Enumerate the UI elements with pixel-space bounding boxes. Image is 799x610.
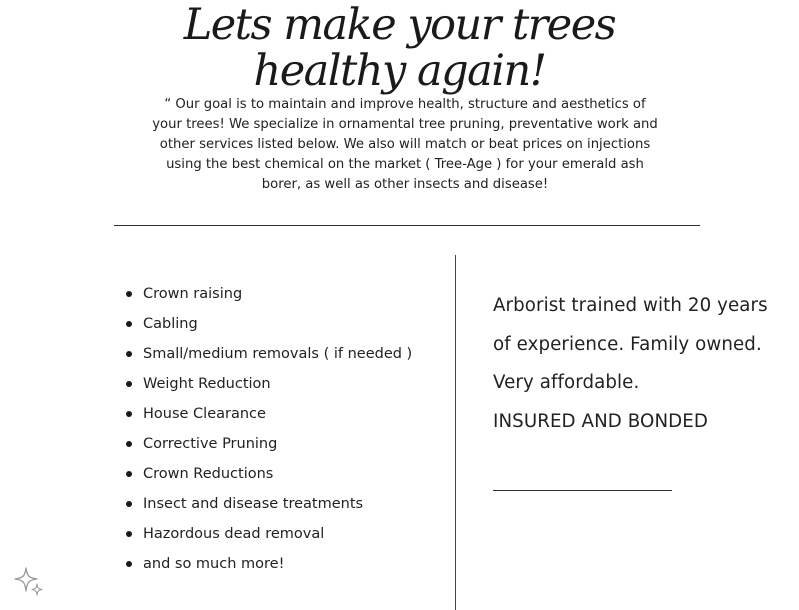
bullet-icon bbox=[126, 321, 132, 327]
service-label: House Clearance bbox=[143, 406, 266, 422]
service-label: Corrective Pruning bbox=[143, 436, 278, 452]
bullet-icon bbox=[126, 531, 132, 537]
service-item bbox=[124, 340, 412, 370]
bullet-icon bbox=[126, 441, 132, 447]
service-item bbox=[124, 490, 412, 520]
service-item bbox=[124, 520, 412, 550]
top-divider bbox=[114, 225, 700, 226]
service-label: and so much more! bbox=[143, 556, 285, 572]
service-item bbox=[124, 280, 412, 310]
insured-badge: INSURED AND BONDED bbox=[493, 410, 708, 432]
service-label: Insect and disease treatments bbox=[143, 496, 364, 512]
bullet-icon bbox=[126, 471, 132, 477]
service-label: Cabling bbox=[143, 316, 198, 332]
headline bbox=[0, 2, 799, 94]
bullet-icon bbox=[126, 501, 132, 507]
service-item bbox=[124, 430, 412, 460]
column-divider bbox=[455, 255, 456, 610]
bullet-icon bbox=[126, 411, 132, 417]
service-label: Hazordous dead removal bbox=[143, 526, 325, 542]
services-list bbox=[124, 280, 412, 580]
service-item bbox=[124, 310, 412, 340]
about-description: Arborist trained with 20 years of experience. Family owned. Very affordable. bbox=[493, 295, 768, 393]
bullet-icon bbox=[126, 351, 132, 357]
sparkle-icon bbox=[12, 564, 46, 598]
service-item bbox=[124, 550, 412, 580]
signature-line bbox=[493, 490, 672, 491]
bullet-icon bbox=[126, 381, 132, 387]
service-label: Weight Reduction bbox=[143, 376, 271, 392]
service-item bbox=[124, 400, 412, 430]
bullet-icon bbox=[126, 561, 132, 567]
intro-paragraph: “ Our goal is to maintain and improve health, structure and aesthetics of your trees! We specialize in ornamental tree pruning, preventative work and other services listed below. We also will match or beat prices on injections using the best chemical on the market ( Tree-Age ) for your emerald ash borer, as well as other insects and disease! bbox=[152, 97, 658, 192]
service-label: Small/medium removals ( if needed ) bbox=[143, 346, 413, 362]
headline-line-1: Lets make your trees bbox=[183, 0, 616, 50]
service-item bbox=[124, 370, 412, 400]
headline-line-2: healthy again! bbox=[253, 46, 546, 96]
about-block bbox=[493, 287, 783, 441]
service-label: Crown Reductions bbox=[143, 466, 274, 482]
service-label: Crown raising bbox=[143, 286, 243, 302]
service-item bbox=[124, 460, 412, 490]
bullet-icon bbox=[126, 291, 132, 297]
